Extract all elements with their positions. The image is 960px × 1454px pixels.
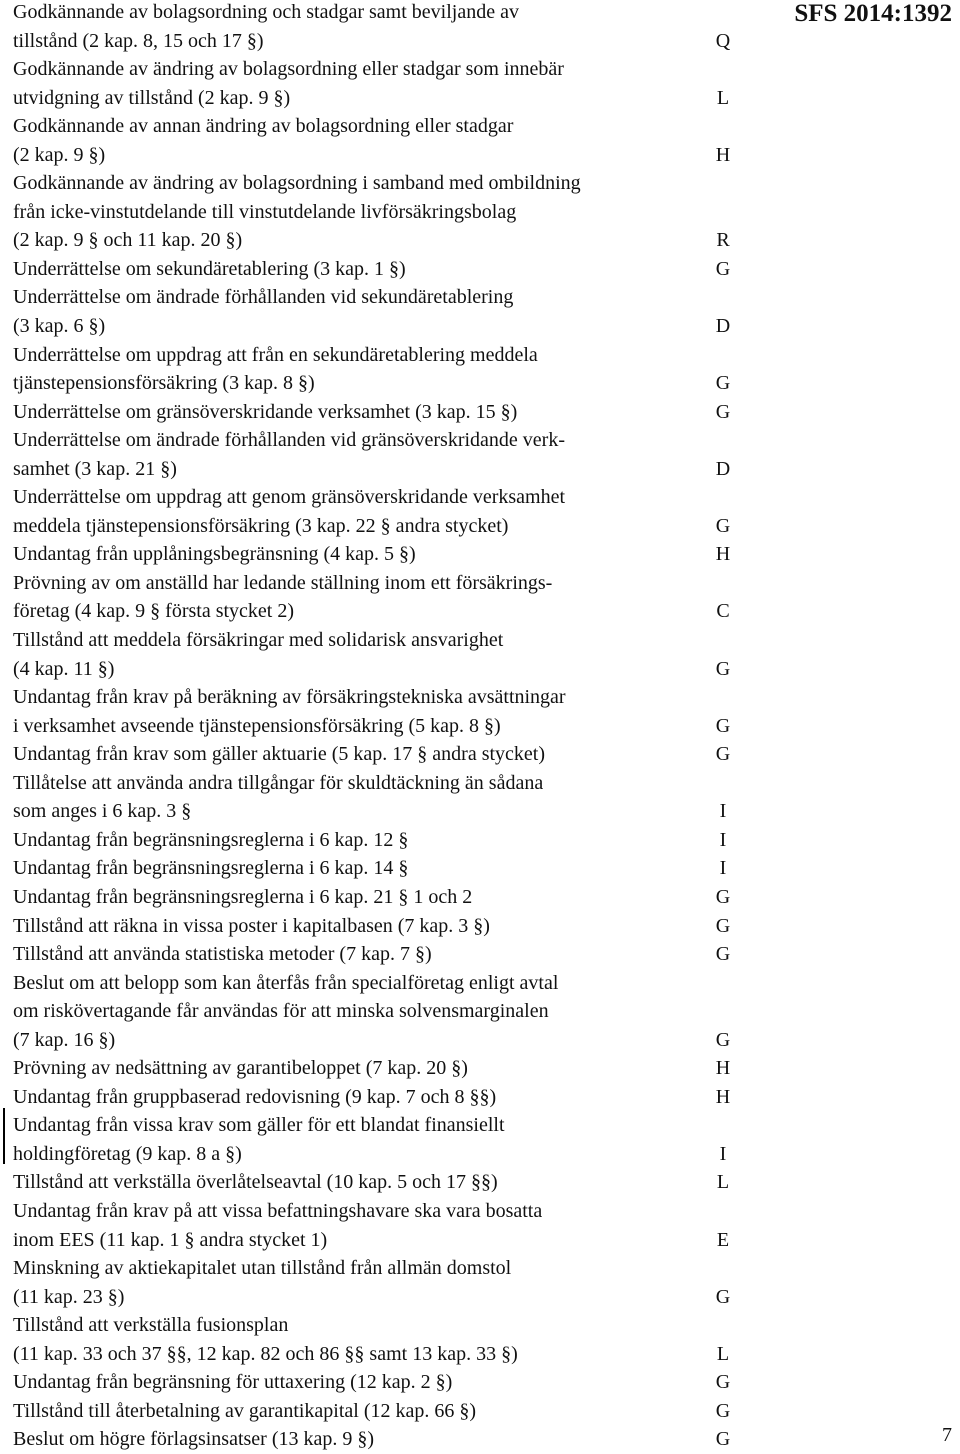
- entry-code: G: [715, 943, 731, 966]
- decision-entry: [13, 969, 753, 1055]
- decision-entry: [13, 769, 753, 826]
- decision-entry: [13, 569, 753, 626]
- entry-text: Undantag från gruppbaserad redovisning (9 kap. 7 och 8 §§): [13, 1085, 497, 1108]
- decision-entry: [13, 169, 753, 255]
- entry-text: Minskning av aktiekapitalet utan tillstånd från allmän domstol (11 kap. 23 §): [13, 1257, 512, 1308]
- entry-text: Tillstånd att räkna in vissa poster i kapitalbasen (7 kap. 3 §): [13, 914, 490, 937]
- entry-code: G: [715, 1399, 731, 1422]
- entry-text: Undantag från begränsningsreglerna i 6 kap. 14 §: [13, 857, 409, 880]
- entry-text: Underrättelse om uppdrag att från en sekundäretablering meddela tjänstepensionsförsäkring (3 kap. 8 §): [13, 343, 538, 395]
- entry-text: Godkännande av ändring av bolagsordning eller stadgar som innebär utvidgning av tillstånd (2 kap. 9 §): [13, 58, 564, 109]
- entry-code: I: [719, 1142, 727, 1165]
- entry-text: Beslut om att belopp som kan återfås från specialföretag enligt avtal om riskövertagande får användas för att minska solvensmarginalen (7 kap. 16 §): [13, 971, 559, 1051]
- decision-entry: [13, 1168, 753, 1197]
- entry-code: G: [715, 885, 731, 908]
- decision-entry: [13, 1311, 753, 1368]
- decision-entry: [13, 683, 753, 740]
- entry-text: Tillstånd till återbetalning av garantikapital (12 kap. 66 §): [13, 1399, 477, 1422]
- entry-text: Beslut om högre förlagsinsatser (13 kap. 9 §): [13, 1428, 375, 1451]
- decision-entry: [13, 1083, 753, 1112]
- entry-code: H: [715, 1057, 731, 1080]
- entry-text: Prövning av nedsättning av garantibeloppet (7 kap. 20 §): [13, 1057, 468, 1080]
- decision-entry: [13, 112, 753, 169]
- decision-entry: [13, 1254, 753, 1311]
- decision-entry: [13, 826, 753, 855]
- decision-entry: [13, 912, 753, 941]
- entry-code: G: [715, 714, 731, 737]
- entry-text: Tillåtelse att använda andra tillgångar för skuldtäckning än sådana som anges i 6 kap. 3 §: [13, 771, 544, 823]
- entry-code: G: [715, 1285, 731, 1308]
- decision-entry: [13, 854, 753, 883]
- sfs-number: SFS 2014:1392: [794, 0, 952, 27]
- decision-entry: [13, 626, 753, 683]
- entry-text: Godkännande av annan ändring av bolagsordning eller stadgar (2 kap. 9 §): [13, 115, 514, 166]
- decision-entry: [13, 0, 753, 55]
- entry-code: H: [715, 143, 731, 166]
- entry-code: G: [715, 743, 731, 766]
- entry-text: Tillstånd att verkställa fusionsplan (11 kap. 33 och 37 §§, 12 kap. 82 och 86 §§ samt 13 kap. 33 §): [13, 1314, 518, 1365]
- entry-text: Underrättelse om ändrade förhållanden vid sekundäretablering (3 kap. 6 §): [13, 286, 514, 338]
- decision-entry: [13, 1368, 753, 1397]
- decision-entry: [13, 255, 753, 284]
- entry-text: Undantag från krav på att vissa befattningshavare ska vara bosatta inom EES (11 kap. 1 § andra stycket 1): [13, 1199, 543, 1251]
- entry-code: G: [715, 1428, 731, 1451]
- entry-text: Undantag från begränsningsreglerna i 6 kap. 21 § 1 och 2: [13, 885, 473, 908]
- decision-entry: [13, 426, 753, 483]
- entry-code: H: [715, 1085, 731, 1108]
- entry-code: Q: [715, 29, 731, 52]
- entry-code: C: [716, 600, 730, 623]
- entry-code: G: [715, 1028, 731, 1051]
- entry-text: Undantag från krav på beräkning av försäkringstekniska avsättningar i verksamhet avseende tjänstepensionsförsäkring (5 kap. 8 §): [13, 686, 566, 737]
- entry-code: D: [715, 457, 731, 480]
- decision-list: [13, 0, 753, 1454]
- entry-code: I: [719, 857, 727, 880]
- decision-entry: [13, 55, 753, 112]
- decision-entry: [13, 341, 753, 398]
- entry-text: Godkännande av bolagsordning och stadgar samt beviljande av tillstånd (2 kap. 8, 15 och 17 §): [13, 1, 519, 52]
- decision-entry: [13, 283, 753, 340]
- entry-code: G: [715, 372, 731, 395]
- entry-code: R: [716, 229, 730, 252]
- entry-text: Underrättelse om gränsöverskridande verksamhet (3 kap. 15 §): [13, 400, 518, 423]
- entry-text: Undantag från begränsning för uttaxering (12 kap. 2 §): [13, 1371, 453, 1394]
- entry-text: Underrättelse om ändrade förhållanden vid gränsöverskridande verk- samhet (3 kap. 21 §): [13, 429, 566, 480]
- entry-text: Underrättelse om uppdrag att genom gränsöverskridande verksamhet meddela tjänstepensionsförsäkring (3 kap. 22 § andra stycket): [13, 486, 566, 537]
- decision-entry: [13, 1054, 753, 1083]
- entry-code: L: [716, 86, 730, 109]
- entry-code: G: [715, 1371, 731, 1394]
- decision-entry: [13, 483, 753, 540]
- entry-text: Undantag från vissa krav som gäller för ett blandat finansiellt holdingföretag (9 kap. 8 a §): [13, 1114, 505, 1165]
- entry-code: D: [715, 315, 731, 338]
- entry-text: Tillstånd att verkställa överlåtelseavtal (10 kap. 5 och 17 §§): [13, 1171, 498, 1194]
- entry-text: Undantag från begränsningsreglerna i 6 kap. 12 §: [13, 828, 409, 851]
- decision-entry: [13, 883, 753, 912]
- entry-text: Godkännande av ändring av bolagsordning i samband med ombildning från icke-vinstutdelande till vinstutdelande livförsäkringsbolag (2 kap. 9 § och 11 kap. 20 §): [13, 172, 581, 252]
- entry-code: G: [715, 914, 731, 937]
- entry-code: L: [716, 1171, 730, 1194]
- page-number: 7: [942, 1424, 952, 1446]
- entry-code: G: [715, 657, 731, 680]
- decision-entry: [13, 1197, 753, 1254]
- entry-code: I: [719, 800, 727, 823]
- decision-entry: [13, 940, 753, 969]
- entry-code: L: [716, 1342, 730, 1365]
- entry-code: I: [719, 828, 727, 851]
- entry-code: G: [715, 400, 731, 423]
- entry-code: G: [715, 514, 731, 537]
- entry-text: Tillstånd att meddela försäkringar med solidarisk ansvarighet (4 kap. 11 §): [13, 629, 504, 680]
- entry-text: Undantag från upplåningsbegränsning (4 kap. 5 §): [13, 543, 416, 566]
- entry-code: G: [715, 257, 731, 280]
- decision-entry: [13, 740, 753, 769]
- decision-entry: [13, 1397, 753, 1426]
- decision-entry: [13, 1111, 753, 1168]
- decision-entry: [13, 1425, 753, 1454]
- entry-code: E: [716, 1228, 730, 1251]
- entry-text: Undantag från krav som gäller aktuarie (5 kap. 17 § andra stycket): [13, 743, 546, 766]
- entry-code: H: [715, 543, 731, 566]
- entry-text: Underrättelse om sekundäretablering (3 kap. 1 §): [13, 257, 406, 280]
- decision-entry: [13, 540, 753, 569]
- decision-entry: [13, 398, 753, 427]
- entry-text: Prövning av om anställd har ledande ställning inom ett försäkrings- företag (4 kap. 9 § första stycket 2): [13, 571, 553, 623]
- change-bar: [3, 1108, 5, 1164]
- entry-text: Tillstånd att använda statistiska metoder (7 kap. 7 §): [13, 943, 432, 966]
